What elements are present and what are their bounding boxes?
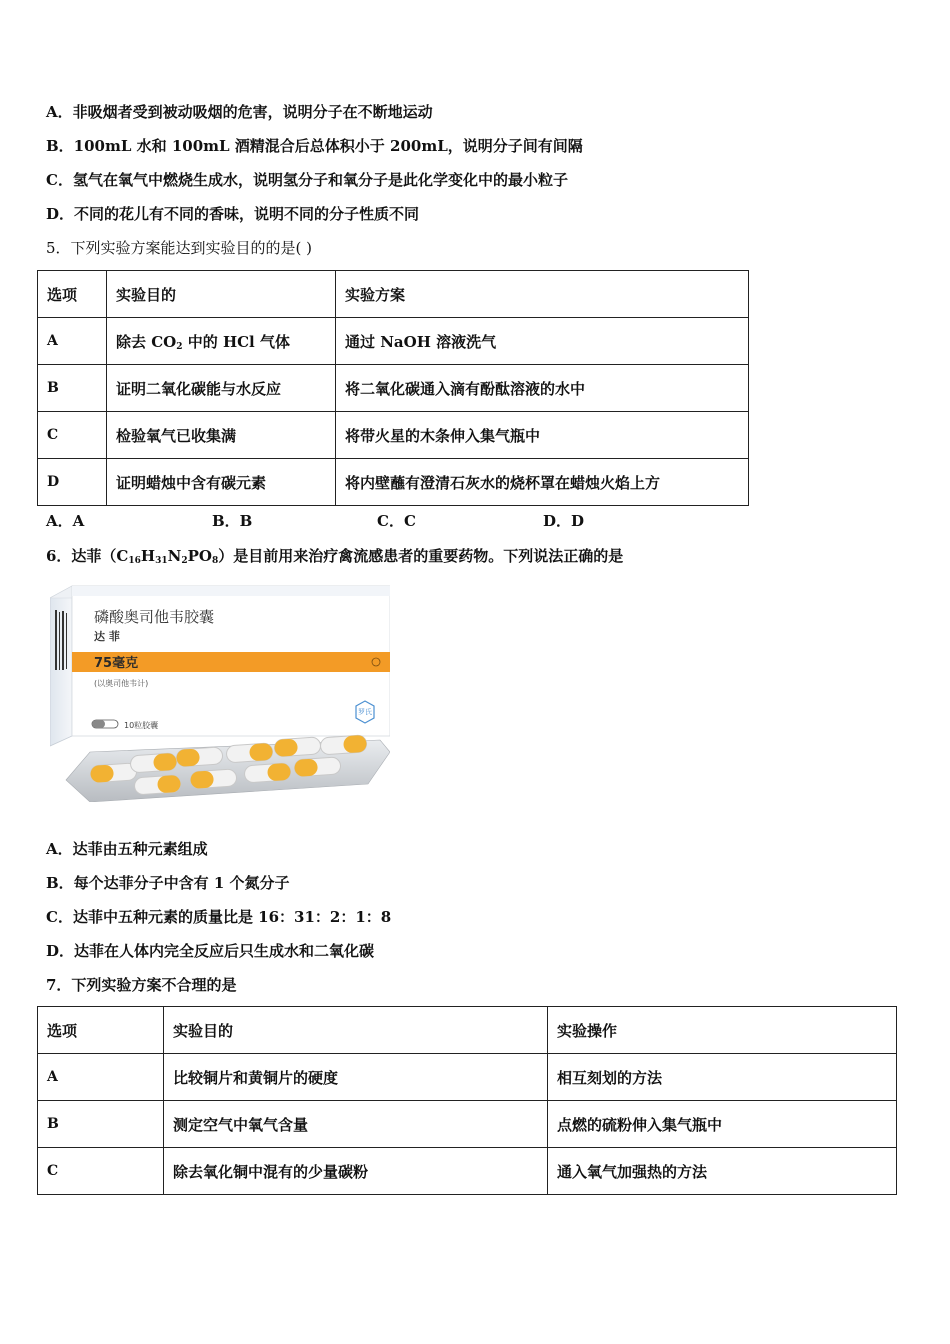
q5-stem: 5．下列实验方案能达到实验目的的是( ) bbox=[46, 239, 313, 257]
q4-option-d: D．不同的花儿有不同的香味，说明不同的分子性质不同 bbox=[46, 205, 420, 223]
box-front-top-band bbox=[72, 586, 390, 596]
table-row bbox=[38, 318, 749, 365]
row-operation: 通入氧气加强热的方法 bbox=[548, 1148, 897, 1195]
row-plan: 将二氧化碳通入滴有酚酞溶液的水中 bbox=[336, 365, 749, 412]
q6-option-b: B．每个达菲分子中含有 1 个氮分子 bbox=[46, 874, 290, 892]
table-row bbox=[38, 1148, 897, 1195]
row-plan: 通过 NaOH 溶液洗气 bbox=[336, 318, 749, 365]
header-option: 选项 bbox=[38, 1007, 164, 1054]
row-option: D bbox=[38, 459, 107, 506]
row-purpose: 除去氧化铜中混有的少量碳粉 bbox=[164, 1148, 548, 1195]
tamiflu-product-image bbox=[50, 580, 390, 802]
row-option: B bbox=[38, 365, 107, 412]
table-row bbox=[38, 1054, 897, 1101]
q6-option-c: C．达菲中五种元素的质量比是 16：31：2：1：8 bbox=[46, 908, 392, 926]
q4-option-c: C．氢气在氧气中燃烧生成水，说明氢分子和氧分子是此化学变化中的最小粒子 bbox=[46, 171, 568, 189]
row-purpose: 测定空气中氧气含量 bbox=[164, 1101, 548, 1148]
row-plan: 将内壁蘸有澄清石灰水的烧杯罩在蜡烛火焰上方 bbox=[336, 459, 749, 506]
row-option: B bbox=[38, 1101, 164, 1148]
header-purpose: 实验目的 bbox=[164, 1007, 548, 1054]
q7-stem: 7．下列实验方案不合理的是 bbox=[46, 976, 237, 994]
table-header-row bbox=[38, 271, 749, 318]
q6-option-d: D．达菲在人体内完全反应后只生成水和二氧化碳 bbox=[46, 942, 375, 960]
q5-choice-a: A．A bbox=[46, 512, 85, 530]
table-row bbox=[38, 365, 749, 412]
header-purpose: 实验目的 bbox=[107, 271, 336, 318]
box-capsule-count: 10粒胶囊 bbox=[124, 721, 159, 730]
capsule-count-icon bbox=[92, 720, 118, 728]
row-operation: 点燃的硫粉伸入集气瓶中 bbox=[548, 1101, 897, 1148]
q5-choice-c: C．C bbox=[377, 512, 416, 530]
row-option: A bbox=[38, 318, 107, 365]
row-purpose: 检验氧气已收集满 bbox=[107, 412, 336, 459]
q5-table bbox=[37, 270, 749, 506]
q4-option-b: B．100mL 水和 100mL 酒精混合后总体积小于 200mL，说明分子间有间隔 bbox=[46, 137, 583, 155]
box-dose-text: 75毫克 bbox=[94, 656, 139, 671]
row-operation: 相互刻划的方法 bbox=[548, 1054, 897, 1101]
table-row bbox=[38, 412, 749, 459]
row-option: C bbox=[38, 412, 107, 459]
header-plan: 实验方案 bbox=[336, 271, 749, 318]
row-plan: 将带火星的木条伸入集气瓶中 bbox=[336, 412, 749, 459]
q6-stem: 6．达菲$(C_{16}H_{31}N_2PO_8)$是目前用来治疗禽流感患者的重要药物。下列说法正确的是 bbox=[46, 547, 624, 566]
row-purpose: 证明二氧化碳能与水反应 bbox=[107, 365, 336, 412]
table-row bbox=[38, 459, 749, 506]
row-purpose: 除去 $CO_2$ 中的 HCl 气体 bbox=[107, 318, 336, 365]
row-option: A bbox=[38, 1054, 164, 1101]
q5-choice-b: B．B bbox=[212, 512, 253, 530]
q7-table bbox=[37, 1006, 897, 1195]
header-operation: 实验操作 bbox=[548, 1007, 897, 1054]
box-brand-name: 达 菲 bbox=[94, 630, 120, 643]
row-purpose: 比较铜片和黄铜片的硬度 bbox=[164, 1054, 548, 1101]
box-drug-name: 磷酸奥司他韦胶囊 bbox=[94, 608, 215, 626]
q4-option-a: A．非吸烟者受到被动吸烟的危害，说明分子在不断地运动 bbox=[46, 103, 433, 121]
table-header-row bbox=[38, 1007, 897, 1054]
box-logo-text: 罗氏 bbox=[358, 708, 372, 716]
row-purpose: 证明蜡烛中含有碳元素 bbox=[107, 459, 336, 506]
q5-choice-d: D．D bbox=[543, 512, 585, 530]
header-option: 选项 bbox=[38, 271, 107, 318]
table-row bbox=[38, 1101, 897, 1148]
box-dose-note: (以奥司他韦计) bbox=[94, 679, 149, 688]
box-side-panel bbox=[50, 586, 72, 746]
q6-option-a: A．达菲由五种元素组成 bbox=[46, 840, 208, 858]
row-option: C bbox=[38, 1148, 164, 1195]
